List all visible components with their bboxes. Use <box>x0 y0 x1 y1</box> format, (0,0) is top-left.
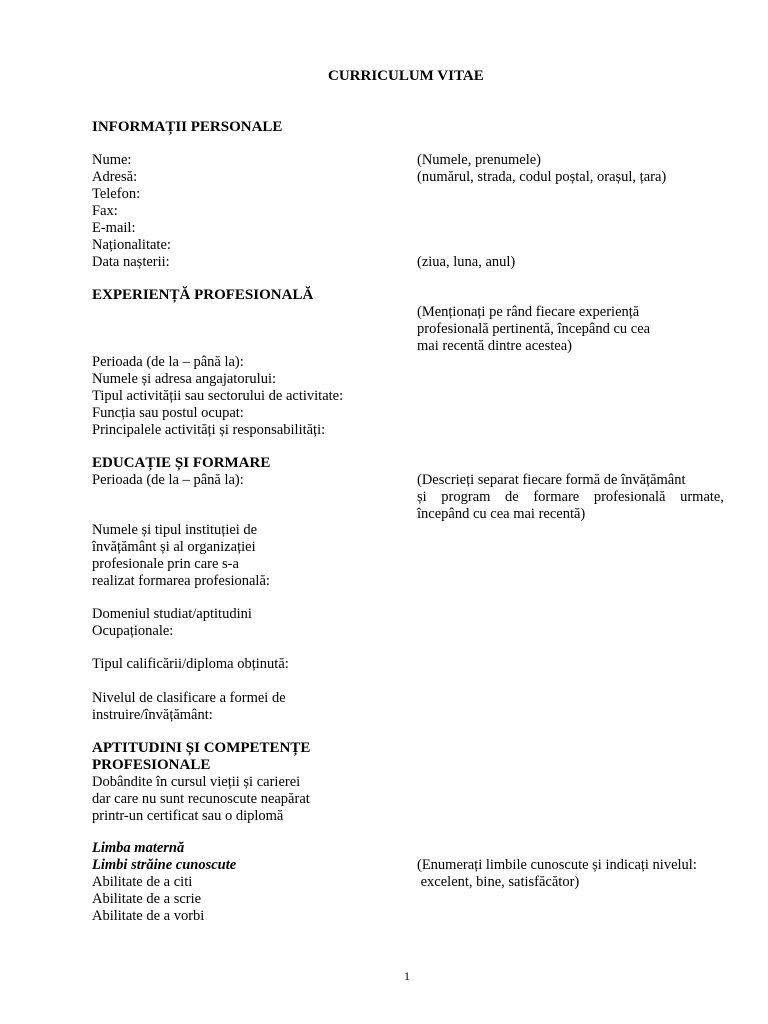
label-ability-read: Abilitate de a citi <box>92 874 193 890</box>
label-ability-write: Abilitate de a scrie <box>92 891 202 907</box>
section-heading-experience: EXPERIENȚĂ PROFESIONALĂ <box>92 287 314 303</box>
hint-address: (numărul, strada, codul poștal, orașul, țara) <box>417 169 667 185</box>
section-heading-skills-line2: PROFESIONALE <box>92 757 211 773</box>
hint-education-line: (Descrieți separat fiecare formă de învățământ <box>417 472 686 488</box>
hint-experience-line: mai recentă dintre acestea) <box>417 338 572 354</box>
section-heading-skills: APTITUDINI ȘI COMPETENȚE <box>92 740 311 756</box>
field-label-employer: Numele și adresa angajatorului: <box>92 371 277 387</box>
hint-education-line: și program de formare profesională urmate, <box>417 489 724 505</box>
field-label-institution-line: profesionale prin care s-a <box>92 556 239 572</box>
field-label-institution-line: realizat formarea profesională: <box>92 573 270 589</box>
label-ability-speak: Abilitate de a vorbi <box>92 908 205 924</box>
field-label-activity-type: Tipul activității sau sectorului de activitate: <box>92 388 344 404</box>
field-label-level-line: Nivelul de clasificare a formei de <box>92 690 286 706</box>
hint-education-line: începând cu cea mai recentă) <box>417 506 586 522</box>
field-label-name: Nume: <box>92 152 132 168</box>
field-label-nationality: Naționalitate: <box>92 237 171 253</box>
field-label-fax: Fax: <box>92 203 118 219</box>
field-label-birthdate: Data nașterii: <box>92 254 170 270</box>
label-foreign-languages: Limbi străine cunoscute <box>92 857 237 873</box>
hint-birthdate: (ziua, luna, anul) <box>417 254 516 270</box>
field-label-domain-line: Domeniul studiat/aptitudini <box>92 606 252 622</box>
document-title: CURRICULUM VITAE <box>328 68 484 84</box>
hint-experience-line: (Menționați pe rând fiecare experiență <box>417 304 640 320</box>
field-label-address: Adresă: <box>92 169 138 185</box>
skills-description-line: dar care nu sunt recunoscute neapărat <box>92 791 310 807</box>
hint-experience-line: profesională pertinentă, începând cu cea <box>417 321 651 337</box>
field-label-responsibilities: Principalele activități și responsabilități: <box>92 422 326 438</box>
section-heading-personal: INFORMAȚII PERSONALE <box>92 119 283 135</box>
field-label-position: Funcția sau postul ocupat: <box>92 405 244 421</box>
field-label-email: E-mail: <box>92 220 136 236</box>
hint-name: (Numele, prenumele) <box>417 152 542 168</box>
field-label-institution-line: învățământ și al organizației <box>92 539 256 555</box>
skills-description-line: Dobândite în cursul vieții și carierei <box>92 774 301 790</box>
field-label-level-line: instruire/învățământ: <box>92 707 213 723</box>
hint-languages-line: excelent, bine, satisfăcător) <box>417 874 580 890</box>
page-number: 1 <box>404 969 410 983</box>
field-label-institution-line: Numele și tipul instituției de <box>92 522 258 538</box>
field-label-education-period: Perioada (de la – până la): <box>92 472 244 488</box>
field-label-phone: Telefon: <box>92 186 141 202</box>
label-mother-tongue: Limba maternă <box>92 840 185 856</box>
field-label-domain-line: Ocupaționale: <box>92 623 174 639</box>
field-label-period: Perioada (de la – până la): <box>92 354 244 370</box>
skills-description-line: printr-un certificat sau o diplomă <box>92 808 284 824</box>
section-heading-education: EDUCAȚIE ȘI FORMARE <box>92 455 271 471</box>
hint-languages-line: (Enumerați limbile cunoscute și indicați nivelul: <box>417 857 697 873</box>
field-label-qualification: Tipul calificării/diploma obținută: <box>92 656 289 672</box>
